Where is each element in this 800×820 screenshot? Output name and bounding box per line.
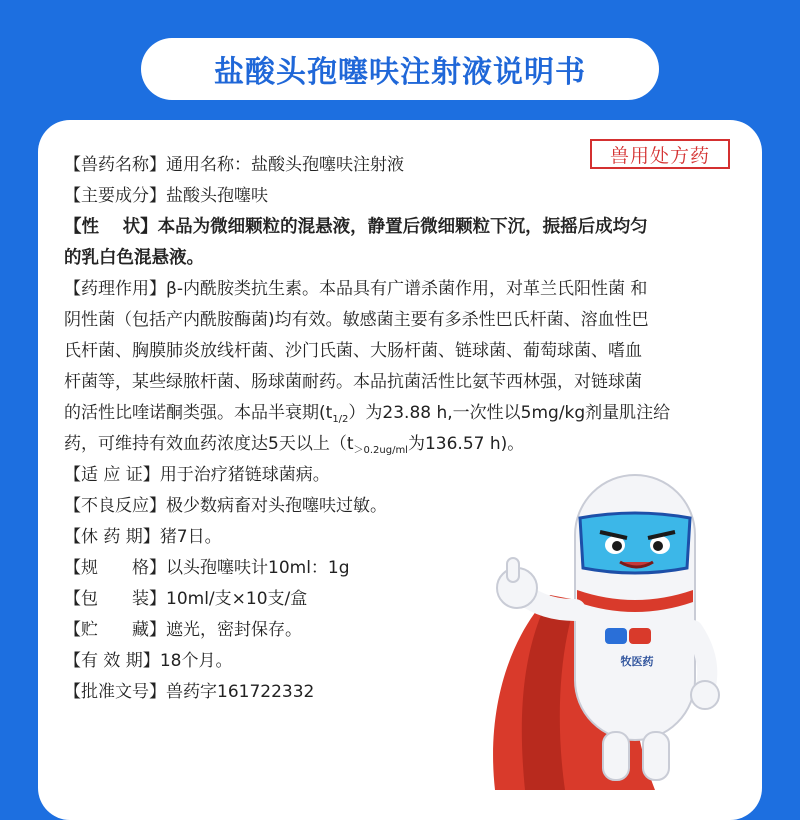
indication-value: 用于治疗猪链球菌病。: [159, 465, 330, 485]
property-label: 【性 状】: [64, 217, 158, 237]
drug-name-label: 【兽药名称】: [64, 155, 166, 175]
pharmacology-line6a: 药，可维持有效血药浓度达5天以上（t: [64, 434, 354, 454]
approval-value: 兽药字161722332: [166, 682, 315, 702]
ingredient-value: 盐酸头孢噻呋: [166, 186, 268, 206]
pharmacology-line5b: ）为23.88 h,一次性以5mg/kg剂量肌注给: [348, 403, 671, 423]
pharmacology-line5a: 的活性比喹诺酮类强。本品半衰期(t: [64, 403, 333, 423]
indication-label: 【适 应 证】: [64, 465, 160, 485]
spec-label: 【规 格】: [64, 558, 166, 578]
pharmacology-line3: 氏杆菌、胸膜肺炎放线杆菌、沙门氏菌、大肠杆菌、链球菌、葡萄球菌、嗜血: [64, 341, 642, 361]
capsule-mascot-illustration: [455, 460, 785, 790]
drug-name-value: 通用名称：盐酸头孢噻呋注射液: [166, 155, 404, 175]
pharmacology-line: [64, 305, 754, 336]
storage-value: 遮光，密封保存。: [166, 620, 302, 640]
property-value-line2: 的乳白色混悬液。: [64, 248, 204, 268]
withdrawal-label: 【休 药 期】: [64, 527, 160, 547]
adverse-label: 【不良反应】: [64, 496, 166, 516]
ingredient-label: 【主要成分】: [64, 186, 166, 206]
property-row: [64, 212, 754, 243]
title-banner: [141, 38, 659, 100]
package-label: 【包 装】: [64, 589, 166, 609]
ingredient-row: [64, 181, 754, 212]
half-life-subscript: 1/2: [332, 414, 349, 425]
validity-label: 【有 效 期】: [64, 651, 160, 671]
concentration-subscript: ＞0.2ug/ml: [353, 445, 408, 456]
package-value: 10ml/支×10支/盒: [166, 589, 308, 609]
pharmacology-line: [64, 367, 754, 398]
pharmacology-line: [64, 336, 754, 367]
approval-label: 【批准文号】: [64, 682, 166, 702]
adverse-value: 极少数病畜对头孢噻呋过敏。: [166, 496, 387, 516]
pharmacology-line2: 阴性菌（包括产内酰胺酶菌)均有效。敏感菌主要有多杀性巴氏杆菌、溶血性巴: [64, 310, 649, 330]
storage-label: 【贮 藏】: [64, 620, 166, 640]
pharmacology-line1: β-内酰胺类抗生素。本品具有广谱杀菌作用，对革兰氏阳性菌 和: [166, 279, 648, 299]
drug-name-row: [64, 150, 754, 181]
property-value-line1: 本品为微细颗粒的混悬液，静置后微细颗粒下沉，振摇后成均匀: [157, 217, 648, 237]
property-row-cont: [64, 243, 754, 274]
pharmacology-line4: 杆菌等，某些绿脓杆菌、肠球菌耐药。本品抗菌活性比氨苄西林强，对链球菌: [64, 372, 642, 392]
mascot-badge: 牧医药: [620, 656, 654, 668]
withdrawal-value: 猪7日。: [159, 527, 222, 547]
pharmacology-line: [64, 398, 754, 429]
spec-value: 以头孢噻呋计10ml：1g: [166, 558, 350, 578]
pharmacology-line6b: 为136.57 h)。: [407, 434, 525, 454]
pharmacology-label: 【药理作用】: [64, 279, 166, 299]
document-title: 盐酸头孢噻呋注射液说明书: [214, 55, 586, 90]
pharmacology-row: [64, 274, 754, 305]
pharmacology-line: [64, 429, 754, 460]
validity-value: 18个月。: [159, 651, 233, 671]
stamp-text: 兽用处方药: [609, 144, 710, 167]
